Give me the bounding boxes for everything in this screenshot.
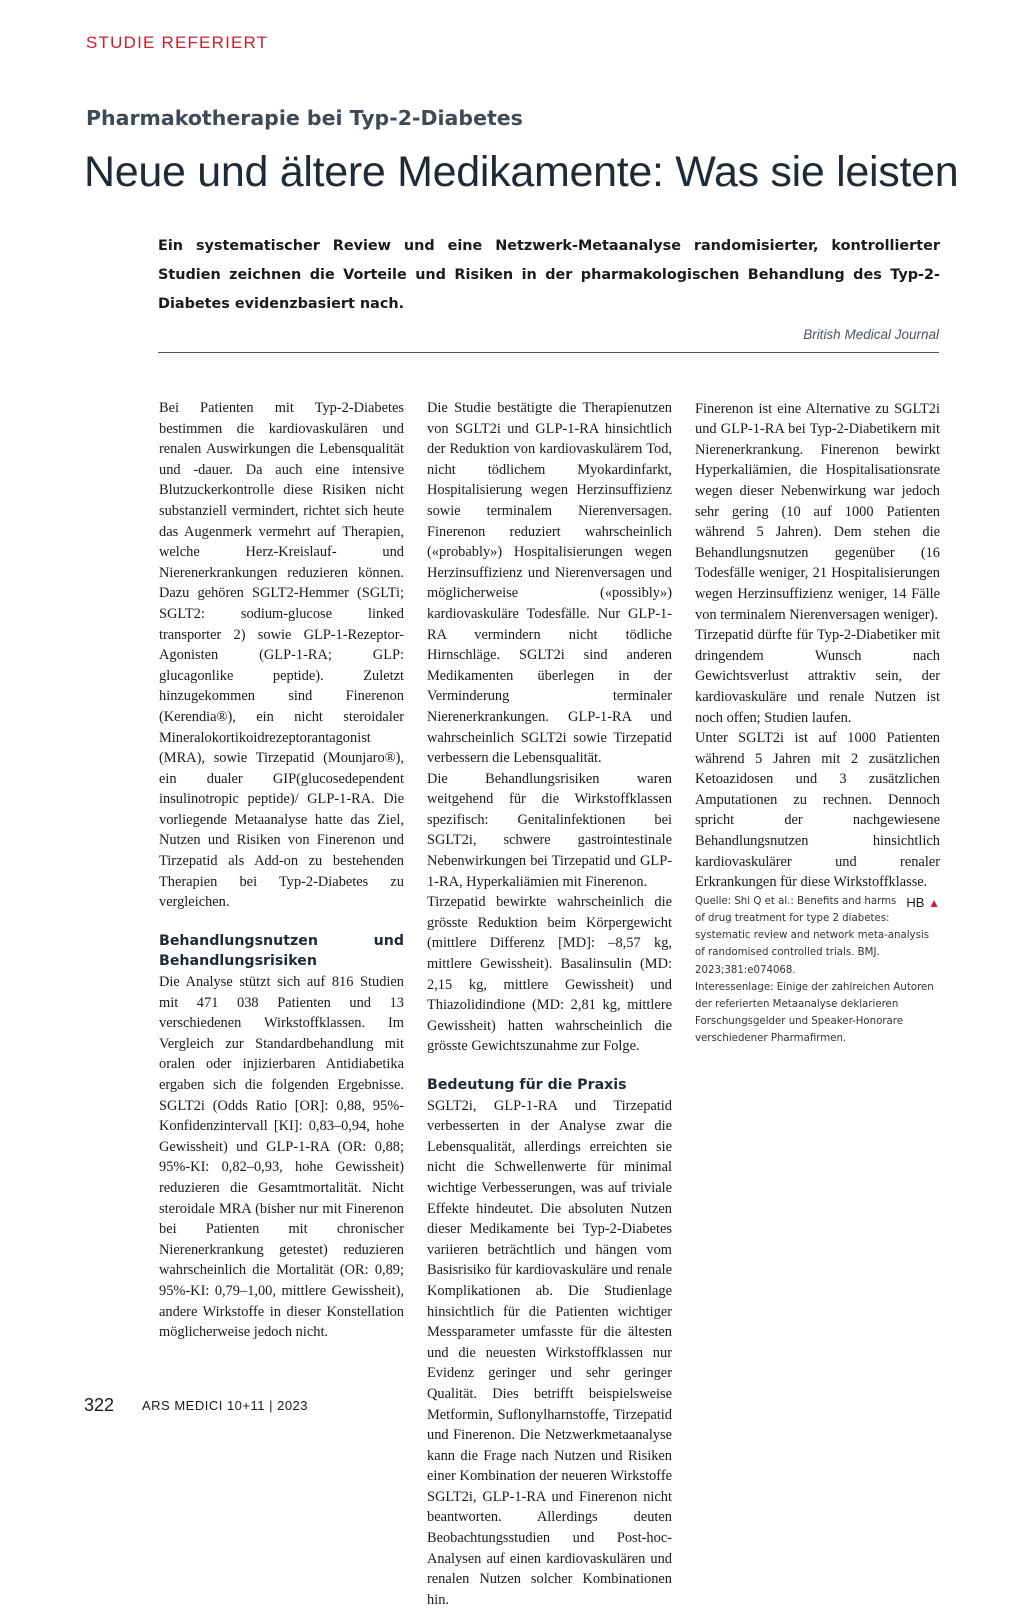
lead-divider: [158, 352, 939, 353]
author-signature: [906, 893, 940, 914]
body-paragraph-intro: Bei Patienten mit Typ-2-Diabetes bestimmen die kardiovaskulären und renalen Auswirkungen die Lebensqualität und -dauer. Da auch eine intensive Blutzuckerkontrolle diese Risiken nicht substanziell vermindert, richtet sich heute das Augenmerk vermehrt auf Therapien, welche Herz-Kreislauf- und Nierenerkrankungen reduzieren können. Dazu gehören SGLT2-Hemmer (SGLTi; SGLT2: sodium-glucose linked transporter 2) sowie GLP-1-Rezeptor-Agonisten (GLP-1-RA; GLP: glucagonlike peptide). Zuletzt hinzugekommen sind Finerenon (Kerendia®), ein nicht steroidaler Mineralokortikoidrezeptorantagonist (MRA), sowie Tirzepatid (Mounjaro®), ein dualer GIP(glucosedependent insulinotropic peptide)/ GLP-1-RA. Die vorliegende Metaanalyse hatte das Ziel, Nutzen und Risiken von Finerenon und Tirzepatid als Add-on zu bestehenden Therapien bei Typ-2-Diabetes zu vergleichen.: [159, 400, 404, 911]
body-paragraph-benefits: Die Studie bestätigte die Therapienutzen von SGLT2i und GLP-1-RA hinsichtlich der Reduktion von kardiovaskulärem Tod, nicht tödlichem Myokardinfarkt, Hospitalisierung wegen Herzinsuffizienz sowie terminalem Nierenversagen. Finerenon reduziert wahrscheinlich («probably») Hospitalisierungen wegen Herzinsuffizienz und Nierenversagen und möglicherweise («possibly») kardiovaskuläre Todesfälle. Nur GLP-1-RA vermindern nicht tödliche Hirnschläge. SGLT2i sind anderen Medikamenten überlegen in der Verminderung terminaler Nierenerkrankungen. GLP-1-RA und wahrscheinlich SGLT2i sowie Tirzepatid verbessern die Lebensqualität.: [427, 400, 672, 767]
subhead-practice: Bedeutung für die Praxis: [427, 1077, 627, 1093]
body-paragraph-finerenone: Finerenon ist eine Alternative zu SGLT2i und GLP-1-RA bei Typ-2-Diabetikern mit Nierenerkrankung. Finerenon bewirkt Hyperkaliämien, die Hospitalisationsrate wegen dieser Nebenwirkung war jedoch sehr gering (10 auf 1000 Patienten während 5 Jahren). Dem stehen die Behandlungsnutzen gegenüber (16 Todesfälle weniger, 21 Hospitalisierungen wegen Herzinsuffizienz weniger, 14 Fälle von terminalem Nierenversagen weniger).: [695, 400, 940, 623]
source-journal: British Medical Journal: [803, 327, 939, 342]
column-2: [427, 398, 672, 1610]
sglt2i-text: Unter SGLT2i ist auf 1000 Patienten während 5 Jahren mit 2 zusätzlichen Ketoazidosen und 3 zusätzlichen Amputationen zu rechnen. Dennoch spricht der nachgewiesene Behandlungsnutzen hinsichtlich kardiovaskulärer und renaler Erkrankungen für diese Wirkstoffklasse.: [695, 730, 940, 891]
article-kicker: Pharmakotherapie bei Typ-2-Diabetes: [86, 106, 523, 130]
author-initials: HB: [906, 894, 925, 910]
subhead-benefits-risks: Behandlungsnutzen und Behandlungsrisiken: [159, 932, 404, 970]
column-1: [159, 398, 404, 1343]
page-number: 322: [84, 1395, 115, 1415]
body-paragraph-sglt2i: [695, 728, 940, 910]
body-paragraph-results: Die Analyse stützt sich auf 816 Studien mit 471 038 Patienten und 13 verschiedenen Wirkstoffklassen. Im Vergleich zur Standardbehandlung mit oralen oder injizierbaren Antidiabetika ergaben sich die folgenden Ergebnisse. SGLT2i (Odds Ratio [OR]: 0,88, 95%-Konfidenzintervall [KI]: 0,83–0,94, hohe Gewissheit) und GLP-1-RA (OR: 0,88; 95%-KI: 0,82–0,93, hohe Gewissheit) reduzieren die Gesamtmortalität. Nicht steroidale MRA (bisher nur mit Finerenon bei Patienten mit chronischer Nierenerkrankung getestet) reduzieren wahrscheinlich die Mortalität (OR: 0,89; 95%-KI: 0,79–1,00, mittlere Gewissheit), andere Wirkstoffe in dieser Konstellation möglicherweise jedoch nicht.: [159, 974, 404, 1341]
article-headline: Neue und ältere Medikamente: Was sie leisten: [84, 148, 959, 196]
source-footnote: Quelle: Shi Q et al.: Benefits and harms of drug treatment for type 2 diabetes: systematic review and network meta-analysis of randomised controlled trials. BMJ. 2023;381:e074068.: [695, 895, 930, 976]
body-paragraph-tirzepatide: Tirzepatid dürfte für Typ-2-Diabetiker mit dringendem Wunsch nach Gewichtsverlust attraktiv sein, der kardiovaskuläre und renale Nutzen ist noch offen; Studien laufen.: [695, 627, 940, 726]
section-label: STUDIE REFERIERT: [86, 33, 269, 52]
body-paragraph-practice: SGLT2i, GLP-1-RA und Tirzepatid verbesserten in der Analyse zwar die Lebensqualität, allerdings erreichten sie nicht die Schwellenwerte für minimal wichtige Verbesserungen, was auf triviale Effekte hindeutet. Die absoluten Nutzen dieser Medikamente bei Typ-2-Diabetes variieren beträchtlich und hängen vom Basisrisiko für kardiovaskuläre und renale Komplikationen ab. Die Studienlage hinsichtlich für die Patienten wichtiger Messparameter umfasste für die ältesten und die neuesten Wirkstoffklassen nur Evidenz geringer und sehr geringer Qualität. Dies betrifft beispielsweise Metformin, Suflonylharnstoffe, Tirzepatid und Finerenon. Die Netzwerkmetaanalyse kann die Frage nach Nutzen und Risiken einer Kombination der neueren Wirkstoffe SGLT2i, GLP-1-RA und Finerenon nicht beantworten. Allerdings deuten Beobachtungsstudien und Post-hoc-Analysen auf einen kardiovaskulären und renalen Nutzen solcher Kombinationen hin.: [427, 1097, 672, 1608]
article-lead: Ein systematischer Review und eine Netzwerk-Metaanalyse randomisierter, kontrollierter Studien zeichnen die Vorteile und Risiken in der pharmakologischen Behandlung des Typ-2-Diabetes evidenzbasiert nach.: [158, 238, 940, 312]
journal-issue: ARS MEDICI 10+11 | 2023: [142, 1398, 309, 1413]
triangle-up-icon: ▲: [928, 895, 940, 910]
column-3: [695, 378, 940, 1048]
body-paragraph-weight: Tirzepatid bewirkte wahrscheinlich die grösste Reduktion beim Körpergewicht (mittlere Differenz [MD]: –8,57 kg, mittlere Gewissheit). Basalinsulin (MD: 2,15 kg, mittlere Gewissheit) und Thiazolidindione (MD: 2,81 kg, mittlere Gewissheit) hatten wahrscheinlich die grösste Gewichtszunahme zur Folge.: [427, 894, 672, 1055]
interests-footnote: Interessenlage: Einige der zahlreichen Autoren der referierten Metaanalyse deklarieren Forschungsgelder und Speaker-Honorare verschiedener Pharmafirmen.: [695, 981, 934, 1045]
body-paragraph-risks: Die Behandlungsrisiken waren weitgehend für die Wirkstoffklassen spezifisch: Genitalinfektionen bei SGLT2i, schwere gastrointestinale Nebenwirkungen bei Tirzepatid und GLP-1-RA, Hyperkaliämien mit Finerenon.: [427, 770, 672, 890]
